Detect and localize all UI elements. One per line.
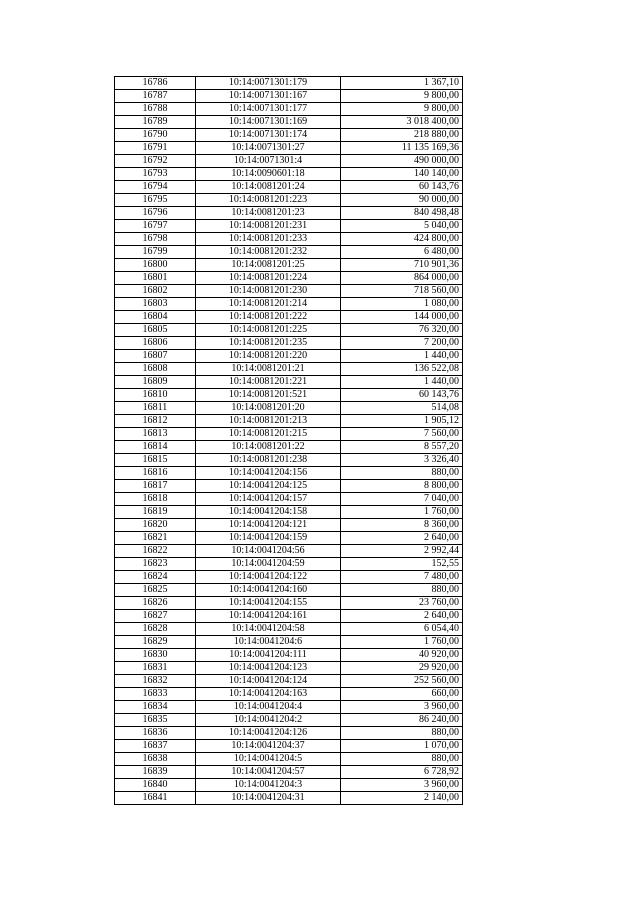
table-row — [115, 467, 463, 480]
cadastral-number-cell: 10:14:0041204:111 — [196, 649, 341, 662]
row-number-cell: 16832 — [115, 675, 196, 688]
value-cell: 1 760,00 — [341, 506, 463, 519]
row-number-cell: 16790 — [115, 129, 196, 142]
row-number-cell: 16803 — [115, 298, 196, 311]
value-cell: 3 018 400,00 — [341, 116, 463, 129]
value-cell: 1 760,00 — [341, 636, 463, 649]
value-cell: 7 040,00 — [341, 493, 463, 506]
cadastral-number-cell: 10:14:0081201:23 — [196, 207, 341, 220]
table-row — [115, 402, 463, 415]
value-cell: 1 905,12 — [341, 415, 463, 428]
table-row — [115, 285, 463, 298]
cadastral-number-cell: 10:14:0071301:174 — [196, 129, 341, 142]
table-row — [115, 532, 463, 545]
row-number-cell: 16801 — [115, 272, 196, 285]
value-cell: 7 200,00 — [341, 337, 463, 350]
table-row — [115, 207, 463, 220]
value-cell: 86 240,00 — [341, 714, 463, 727]
cadastral-number-cell: 10:14:0041204:161 — [196, 610, 341, 623]
value-cell: 880,00 — [341, 727, 463, 740]
cadastral-number-cell: 10:14:0081201:24 — [196, 181, 341, 194]
cadastral-number-cell: 10:14:0081201:521 — [196, 389, 341, 402]
cadastral-number-cell: 10:14:0081201:238 — [196, 454, 341, 467]
row-number-cell: 16810 — [115, 389, 196, 402]
table-row — [115, 766, 463, 779]
cadastral-number-cell: 10:14:0081201:21 — [196, 363, 341, 376]
table-row — [115, 480, 463, 493]
row-number-cell: 16836 — [115, 727, 196, 740]
row-number-cell: 16817 — [115, 480, 196, 493]
table-row — [115, 337, 463, 350]
cadastral-number-cell: 10:14:0041204:37 — [196, 740, 341, 753]
value-cell: 3 960,00 — [341, 701, 463, 714]
table-row — [115, 259, 463, 272]
cadastral-number-cell: 10:14:0041204:31 — [196, 792, 341, 805]
table-row — [115, 233, 463, 246]
row-number-cell: 16800 — [115, 259, 196, 272]
table-row — [115, 649, 463, 662]
row-number-cell: 16802 — [115, 285, 196, 298]
value-cell: 7 480,00 — [341, 571, 463, 584]
cadastral-number-cell: 10:14:0081201:225 — [196, 324, 341, 337]
cadastral-number-cell: 10:14:0081201:213 — [196, 415, 341, 428]
value-cell: 1 080,00 — [341, 298, 463, 311]
row-number-cell: 16805 — [115, 324, 196, 337]
row-number-cell: 16791 — [115, 142, 196, 155]
cadastral-number-cell: 10:14:0090601:18 — [196, 168, 341, 181]
cadastral-number-cell: 10:14:0041204:158 — [196, 506, 341, 519]
cadastral-number-cell: 10:14:0041204:2 — [196, 714, 341, 727]
cadastral-number-cell: 10:14:0041204:5 — [196, 753, 341, 766]
table-row — [115, 181, 463, 194]
value-cell: 2 640,00 — [341, 532, 463, 545]
value-cell: 7 560,00 — [341, 428, 463, 441]
table-row — [115, 779, 463, 792]
value-cell: 218 880,00 — [341, 129, 463, 142]
value-cell: 6 728,92 — [341, 766, 463, 779]
table-row — [115, 376, 463, 389]
cadastral-number-cell: 10:14:0081201:220 — [196, 350, 341, 363]
table-row — [115, 740, 463, 753]
value-cell: 2 140,00 — [341, 792, 463, 805]
table-row — [115, 519, 463, 532]
table-row — [115, 506, 463, 519]
cadastral-number-cell: 10:14:0081201:233 — [196, 233, 341, 246]
table-row — [115, 103, 463, 116]
row-number-cell: 16786 — [115, 77, 196, 90]
row-number-cell: 16806 — [115, 337, 196, 350]
cadastral-number-cell: 10:14:0071301:27 — [196, 142, 341, 155]
value-cell: 1 440,00 — [341, 350, 463, 363]
cadastral-number-cell: 10:14:0081201:25 — [196, 259, 341, 272]
cadastral-number-cell: 10:14:0041204:163 — [196, 688, 341, 701]
table-row — [115, 272, 463, 285]
row-number-cell: 16793 — [115, 168, 196, 181]
value-cell: 514,08 — [341, 402, 463, 415]
table-row — [115, 792, 463, 805]
table-row — [115, 142, 463, 155]
row-number-cell: 16835 — [115, 714, 196, 727]
cadastral-number-cell: 10:14:0041204:156 — [196, 467, 341, 480]
cadastral-number-cell: 10:14:0041204:160 — [196, 584, 341, 597]
table-row — [115, 129, 463, 142]
table-row — [115, 324, 463, 337]
cadastral-number-cell: 10:14:0041204:3 — [196, 779, 341, 792]
value-cell: 2 640,00 — [341, 610, 463, 623]
value-cell: 6 054,40 — [341, 623, 463, 636]
value-cell: 23 760,00 — [341, 597, 463, 610]
row-number-cell: 16804 — [115, 311, 196, 324]
value-cell: 864 000,00 — [341, 272, 463, 285]
value-cell: 660,00 — [341, 688, 463, 701]
row-number-cell: 16834 — [115, 701, 196, 714]
value-cell: 880,00 — [341, 467, 463, 480]
cadastral-number-cell: 10:14:0071301:167 — [196, 90, 341, 103]
table-row — [115, 363, 463, 376]
table-row — [115, 415, 463, 428]
value-cell: 9 800,00 — [341, 103, 463, 116]
table-row — [115, 116, 463, 129]
cadastral-number-cell: 10:14:0041204:155 — [196, 597, 341, 610]
value-cell: 140 140,00 — [341, 168, 463, 181]
value-cell: 144 000,00 — [341, 311, 463, 324]
row-number-cell: 16789 — [115, 116, 196, 129]
value-cell: 3 326,40 — [341, 454, 463, 467]
value-cell: 40 920,00 — [341, 649, 463, 662]
cadastral-number-cell: 10:14:0041204:123 — [196, 662, 341, 675]
row-number-cell: 16799 — [115, 246, 196, 259]
cadastral-number-cell: 10:14:0071301:179 — [196, 77, 341, 90]
table-row — [115, 688, 463, 701]
value-cell: 6 480,00 — [341, 246, 463, 259]
row-number-cell: 16830 — [115, 649, 196, 662]
table-row — [115, 675, 463, 688]
table-row — [115, 77, 463, 90]
row-number-cell: 16840 — [115, 779, 196, 792]
value-cell: 880,00 — [341, 753, 463, 766]
table-row — [115, 493, 463, 506]
table-row — [115, 610, 463, 623]
row-number-cell: 16826 — [115, 597, 196, 610]
table-row — [115, 168, 463, 181]
value-cell: 11 135 169,36 — [341, 142, 463, 155]
table-row — [115, 90, 463, 103]
table-row — [115, 298, 463, 311]
table-row — [115, 584, 463, 597]
table-row — [115, 428, 463, 441]
table-row — [115, 350, 463, 363]
table-row — [115, 701, 463, 714]
row-number-cell: 16813 — [115, 428, 196, 441]
value-cell: 8 557,20 — [341, 441, 463, 454]
row-number-cell: 16814 — [115, 441, 196, 454]
row-number-cell: 16811 — [115, 402, 196, 415]
row-number-cell: 16838 — [115, 753, 196, 766]
row-number-cell: 16792 — [115, 155, 196, 168]
row-number-cell: 16788 — [115, 103, 196, 116]
value-cell: 3 960,00 — [341, 779, 463, 792]
cadastral-number-cell: 10:14:0041204:56 — [196, 545, 341, 558]
cadastral-number-cell: 10:14:0041204:4 — [196, 701, 341, 714]
table-row — [115, 636, 463, 649]
value-cell: 2 992,44 — [341, 545, 463, 558]
value-cell: 5 040,00 — [341, 220, 463, 233]
cadastral-number-cell: 10:14:0081201:221 — [196, 376, 341, 389]
value-cell: 1 367,10 — [341, 77, 463, 90]
value-cell: 490 000,00 — [341, 155, 463, 168]
table-row — [115, 220, 463, 233]
value-cell: 880,00 — [341, 584, 463, 597]
row-number-cell: 16808 — [115, 363, 196, 376]
cadastral-number-cell: 10:14:0041204:57 — [196, 766, 341, 779]
cadastral-number-cell: 10:14:0041204:6 — [196, 636, 341, 649]
table-row — [115, 194, 463, 207]
cadastral-number-cell: 10:14:0081201:232 — [196, 246, 341, 259]
cadastral-number-cell: 10:14:0081201:215 — [196, 428, 341, 441]
cadastral-number-cell: 10:14:0041204:125 — [196, 480, 341, 493]
cadastral-number-cell: 10:14:0081201:22 — [196, 441, 341, 454]
cadastral-number-cell: 10:14:0041204:126 — [196, 727, 341, 740]
row-number-cell: 16821 — [115, 532, 196, 545]
value-cell: 252 560,00 — [341, 675, 463, 688]
cadastral-number-cell: 10:14:0071301:4 — [196, 155, 341, 168]
value-cell: 718 560,00 — [341, 285, 463, 298]
table-row — [115, 714, 463, 727]
row-number-cell: 16831 — [115, 662, 196, 675]
value-cell: 76 320,00 — [341, 324, 463, 337]
table-row — [115, 454, 463, 467]
cadastral-number-cell: 10:14:0081201:224 — [196, 272, 341, 285]
cadastral-number-cell: 10:14:0081201:222 — [196, 311, 341, 324]
table-row — [115, 389, 463, 402]
table-row — [115, 753, 463, 766]
table-row — [115, 571, 463, 584]
table-row — [115, 545, 463, 558]
table-row — [115, 558, 463, 571]
cadastral-number-cell: 10:14:0041204:58 — [196, 623, 341, 636]
row-number-cell: 16823 — [115, 558, 196, 571]
cadastral-number-cell: 10:14:0041204:121 — [196, 519, 341, 532]
table-body — [115, 77, 463, 805]
cadastral-number-cell: 10:14:0081201:231 — [196, 220, 341, 233]
value-cell: 1 070,00 — [341, 740, 463, 753]
cadastral-number-cell: 10:14:0071301:177 — [196, 103, 341, 116]
cadastral-number-cell: 10:14:0041204:124 — [196, 675, 341, 688]
value-cell: 1 440,00 — [341, 376, 463, 389]
value-cell: 424 800,00 — [341, 233, 463, 246]
value-cell: 29 920,00 — [341, 662, 463, 675]
value-cell: 840 498,48 — [341, 207, 463, 220]
cadastral-number-cell: 10:14:0081201:235 — [196, 337, 341, 350]
table-row — [115, 155, 463, 168]
cadastral-number-cell: 10:14:0041204:157 — [196, 493, 341, 506]
row-number-cell: 16839 — [115, 766, 196, 779]
cadastral-value-table — [114, 76, 463, 805]
row-number-cell: 16794 — [115, 181, 196, 194]
table-row — [115, 623, 463, 636]
row-number-cell: 16833 — [115, 688, 196, 701]
row-number-cell: 16812 — [115, 415, 196, 428]
row-number-cell: 16816 — [115, 467, 196, 480]
cadastral-number-cell: 10:14:0041204:59 — [196, 558, 341, 571]
value-cell: 9 800,00 — [341, 90, 463, 103]
table-row — [115, 246, 463, 259]
value-cell: 90 000,00 — [341, 194, 463, 207]
row-number-cell: 16798 — [115, 233, 196, 246]
row-number-cell: 16825 — [115, 584, 196, 597]
value-cell: 136 522,08 — [341, 363, 463, 376]
row-number-cell: 16824 — [115, 571, 196, 584]
row-number-cell: 16827 — [115, 610, 196, 623]
cadastral-number-cell: 10:14:0081201:214 — [196, 298, 341, 311]
cadastral-number-cell: 10:14:0041204:122 — [196, 571, 341, 584]
cadastral-number-cell: 10:14:0081201:230 — [196, 285, 341, 298]
value-cell: 8 360,00 — [341, 519, 463, 532]
row-number-cell: 16809 — [115, 376, 196, 389]
row-number-cell: 16819 — [115, 506, 196, 519]
table-row — [115, 311, 463, 324]
table-row — [115, 441, 463, 454]
value-cell: 710 901,36 — [341, 259, 463, 272]
row-number-cell: 16787 — [115, 90, 196, 103]
cadastral-number-cell: 10:14:0041204:159 — [196, 532, 341, 545]
row-number-cell: 16815 — [115, 454, 196, 467]
row-number-cell: 16796 — [115, 207, 196, 220]
row-number-cell: 16828 — [115, 623, 196, 636]
value-cell: 60 143,76 — [341, 181, 463, 194]
cadastral-number-cell: 10:14:0071301:169 — [196, 116, 341, 129]
value-cell: 60 143,76 — [341, 389, 463, 402]
row-number-cell: 16822 — [115, 545, 196, 558]
table-row — [115, 597, 463, 610]
row-number-cell: 16829 — [115, 636, 196, 649]
row-number-cell: 16807 — [115, 350, 196, 363]
value-cell: 8 800,00 — [341, 480, 463, 493]
row-number-cell: 16818 — [115, 493, 196, 506]
table-row — [115, 662, 463, 675]
table-row — [115, 727, 463, 740]
row-number-cell: 16841 — [115, 792, 196, 805]
row-number-cell: 16797 — [115, 220, 196, 233]
row-number-cell: 16820 — [115, 519, 196, 532]
row-number-cell: 16795 — [115, 194, 196, 207]
value-cell: 152,55 — [341, 558, 463, 571]
cadastral-number-cell: 10:14:0081201:20 — [196, 402, 341, 415]
cadastral-number-cell: 10:14:0081201:223 — [196, 194, 341, 207]
row-number-cell: 16837 — [115, 740, 196, 753]
